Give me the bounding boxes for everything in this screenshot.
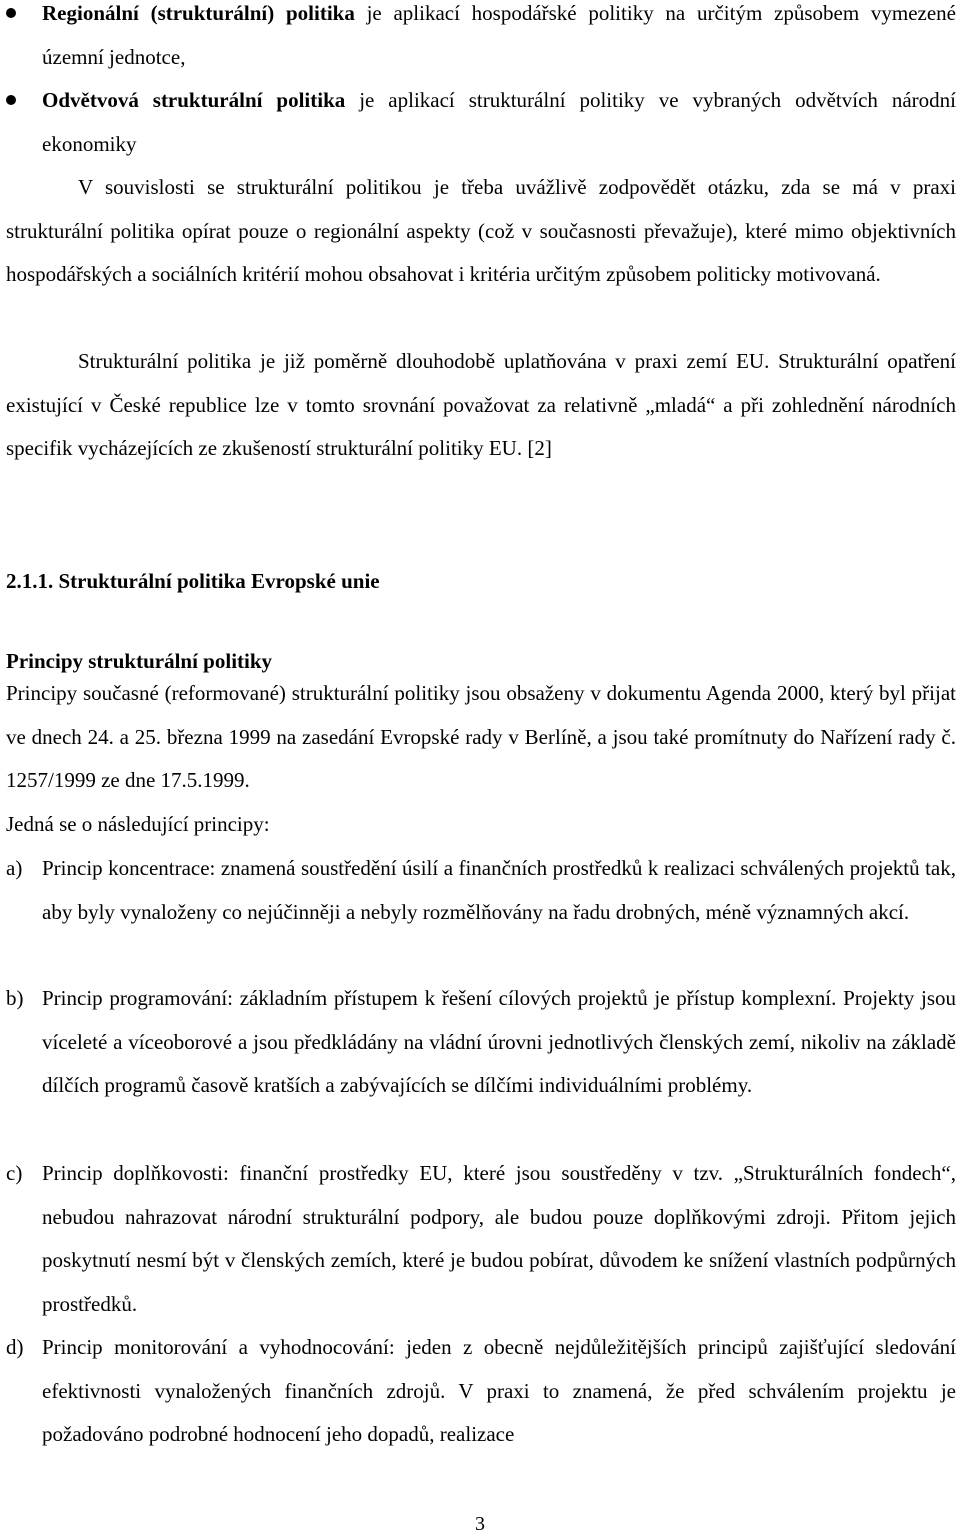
principle-text: Princip monitorování a vyhodnocování: jeden z obecně nejdůležitějších principů zajišťující sledování efektivnosti vynaložených finančních zdrojů. V praxi to znamená, že před schválením projektu je požadováno podrobné hodnocení jeho dopadů, realizace (42, 1335, 956, 1446)
list-marker: c) (6, 1161, 23, 1185)
bullet-icon (6, 8, 16, 18)
bullet-item-sectoral (6, 79, 956, 166)
principle-text: Princip doplňkovosti: finanční prostředky EU, které jsou soustředěny v tzv. „Strukturálních fondech“, nebudou nahrazovat národní strukturální podpory, ale budou pouze doplňkovými zdroji. Přitom jejich poskytnutí nesmí být v členských zemích, které je budou pobírat, důvodem ke snížení vlastních podpůrných prostředků. (42, 1161, 956, 1316)
principle-programming (6, 977, 956, 1108)
principle-concentration (6, 847, 956, 934)
page-number: 3 (475, 1513, 485, 1535)
principle-text: Princip programování: základním přístupem k řešení cílových projektů je přístup komplexní. Projekty jsou víceleté a víceoborové a jsou předkládány na vládní úrovni jednotlivých členských zemí, nikoliv na základě dílčích programů časově kratších a zabývajících se dílčími individuálními problémy. (42, 986, 956, 1097)
paragraph-context: V souvislosti se strukturální politikou je třeba uvážlivě zodpovědět otázku, zda se má v praxi strukturální politika opírat pouze o regionální aspekty (což v současnosti převažuje), které mimo objektivních hospodářských a sociálních kritérií mohou obsahovat i kritéria určitým způsobem politicky motivovaná. (6, 175, 956, 286)
bullet-term: Odvětvová strukturální politika (42, 88, 346, 112)
principle-additionality (6, 1152, 956, 1326)
paragraph-principles-intro: Principy současné (reformované) strukturální politiky jsou obsaženy v dokumentu Agenda 2000, který byl přijat ve dnech 24. a 25. března 1999 na zasedání Evropské rady v Berlíně, a jsou také promítnuty do Nařízení rady č. 1257/1999 ze dne 17.5.1999. (6, 681, 956, 792)
list-marker: b) (6, 986, 24, 1010)
principle-monitoring (6, 1326, 956, 1457)
bullet-icon (6, 95, 16, 105)
paragraph-eu-practice: Strukturální politika je již poměrně dlouhodobě uplatňována v praxi zemí EU. Strukturální opatření existující v České republice lze v tomto srovnání považovat za relativně „mladá“ a při zohlednění národních specifik vycházejících ze zkušeností strukturální politiky EU. [2] (6, 349, 956, 460)
principle-text: Princip koncentrace: znamená soustředění úsilí a finančních prostředků k realizaci schválených projektů tak, aby byly vynaloženy co nejúčinněji a nebyly rozmělňovány na řadu drobných, méně významných akcí. (42, 856, 956, 924)
sub-heading: Principy strukturální politiky (6, 649, 273, 673)
list-marker: a) (6, 856, 23, 880)
bullet-text: je aplikací strukturální politiky ve vybraných odvětvích národní ekonomiky (42, 88, 956, 156)
bullet-item-regional (6, 0, 956, 79)
list-intro: Jedná se o následující principy: (6, 812, 270, 836)
bullet-text: je aplikací hospodářské politiky na určitým způsobem vymezené územní jednotce, (42, 1, 956, 69)
bullet-term: Regionální (strukturální) politika (42, 1, 355, 25)
section-heading: 2.1.1. Strukturální politika Evropské unie (6, 569, 380, 593)
list-marker: d) (6, 1335, 24, 1359)
